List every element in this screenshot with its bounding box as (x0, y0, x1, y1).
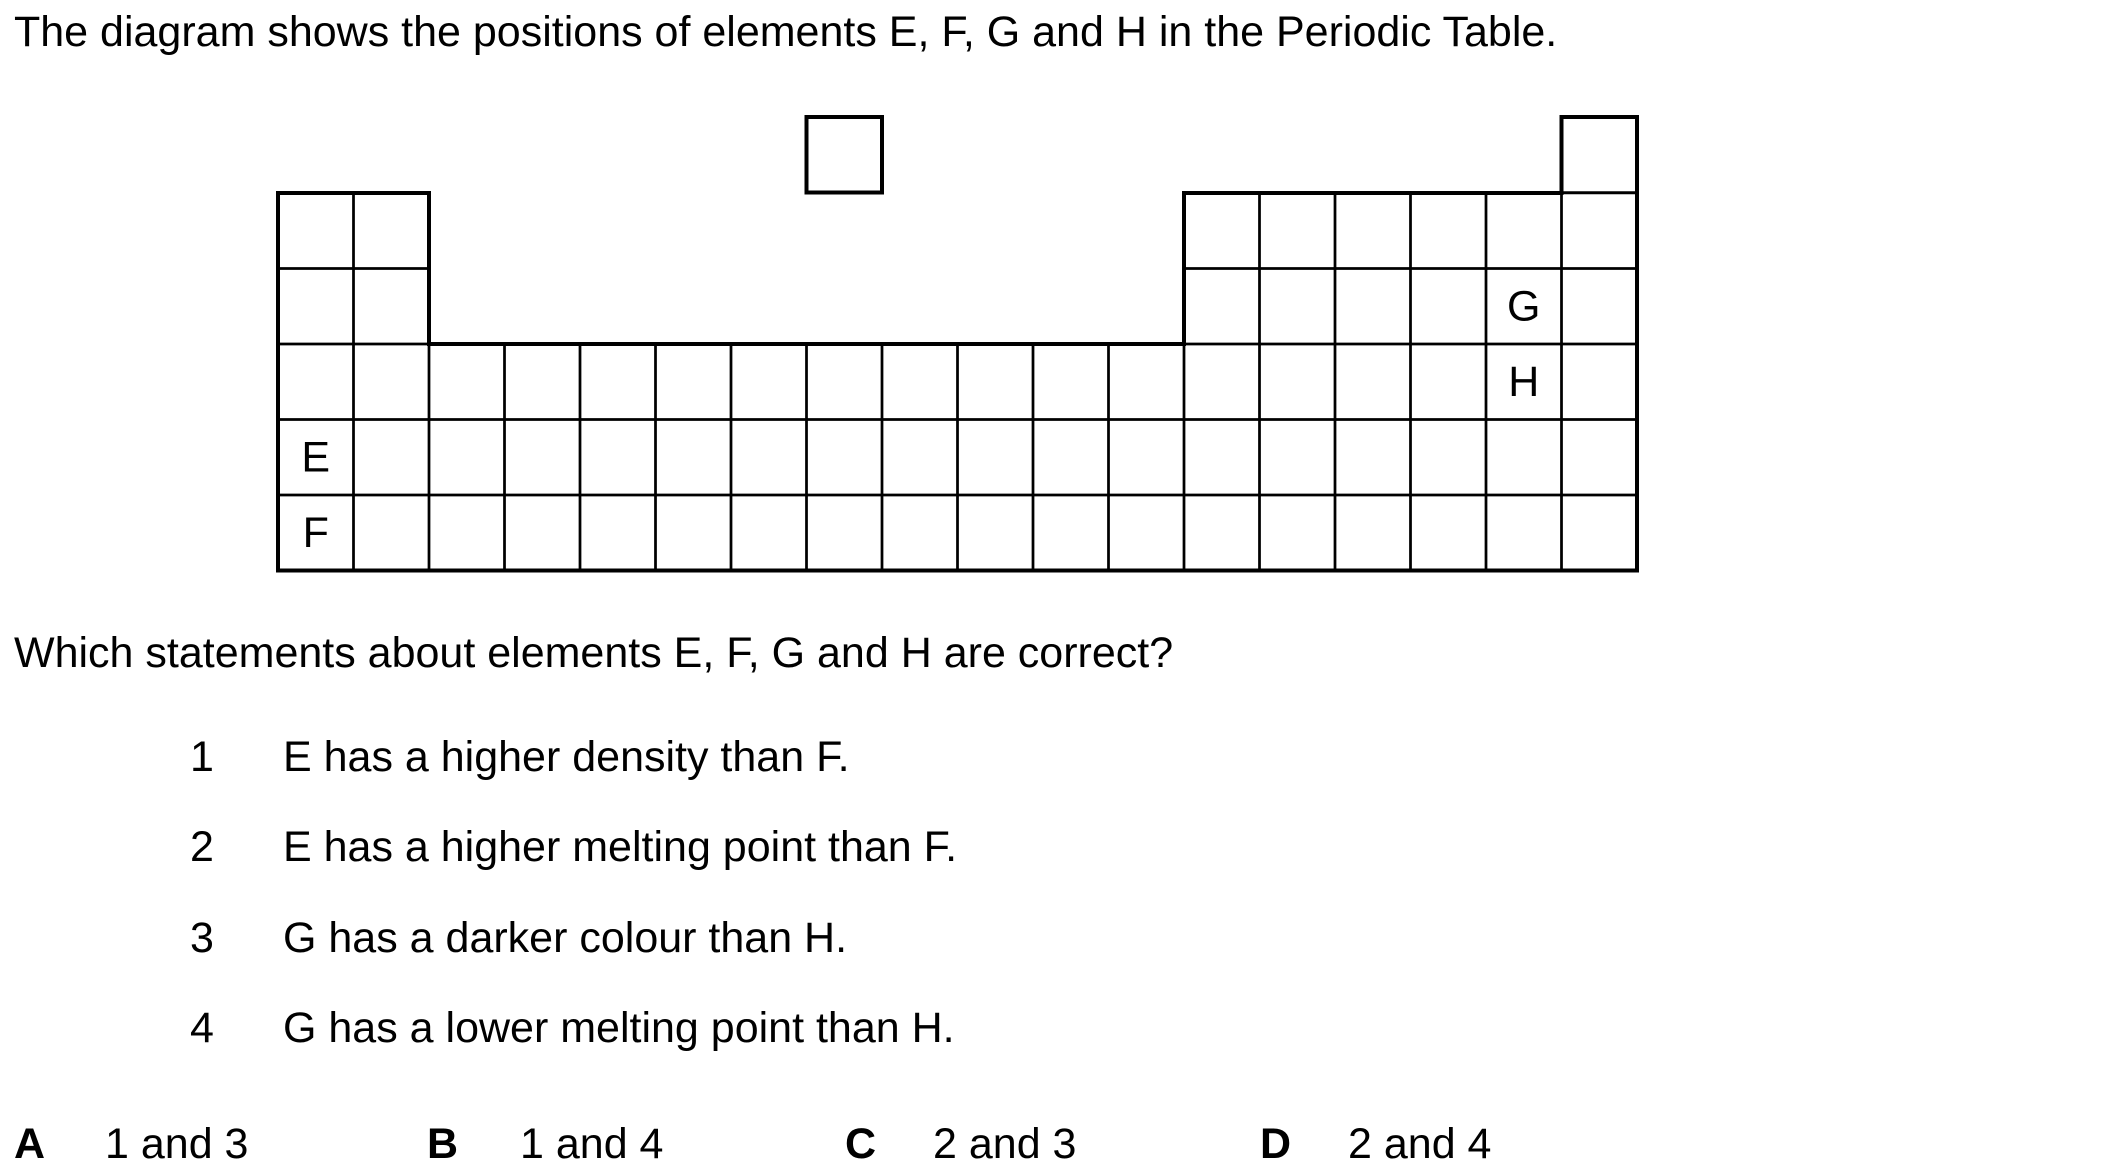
table-cell (505, 344, 581, 420)
table-cell (354, 344, 430, 420)
statement-number: 4 (190, 1004, 214, 1052)
table-cell (1184, 495, 1260, 571)
table-cell (958, 344, 1034, 420)
hydrogen-outline (807, 117, 883, 193)
question-text: Which statements about elements E, F, G and H are correct? (14, 629, 1174, 677)
option-d-letter: D (1260, 1120, 1292, 1168)
table-cell (1109, 344, 1185, 420)
table-cell (1562, 495, 1638, 571)
table-cell (354, 420, 430, 496)
statement-number: 1 (190, 733, 214, 781)
table-cell (278, 193, 354, 269)
table-cell (656, 495, 732, 571)
table-cell (1562, 269, 1638, 345)
table-cell (1184, 269, 1260, 345)
table-cell (1109, 420, 1185, 496)
table-cell (1562, 193, 1638, 269)
table-cell (429, 420, 505, 496)
element-label-h: H (1508, 357, 1540, 406)
element-label-e: E (301, 433, 331, 482)
table-cell (1109, 495, 1185, 571)
element-label-g: G (1507, 282, 1541, 331)
table-cell (731, 420, 807, 496)
table-cell (807, 495, 883, 571)
table-cell (1260, 344, 1336, 420)
table-cell (958, 495, 1034, 571)
statement-text: G has a darker colour than H. (283, 914, 848, 962)
table-cell (354, 193, 430, 269)
table-cell (354, 269, 430, 345)
periodic-table-cells (278, 117, 1637, 571)
option-c-letter: C (845, 1120, 877, 1168)
statement-text: E has a higher density than F. (283, 733, 850, 781)
table-cell (1033, 420, 1109, 496)
option-d-text: 2 and 4 (1348, 1120, 1492, 1168)
option-c-text: 2 and 3 (933, 1120, 1077, 1168)
table-cell (1486, 495, 1562, 571)
statement-number: 3 (190, 914, 214, 962)
table-cell (1486, 420, 1562, 496)
table-cell (1335, 495, 1411, 571)
table-cell (1033, 344, 1109, 420)
table-cell (1184, 420, 1260, 496)
table-cell (1184, 344, 1260, 420)
table-cell (505, 495, 581, 571)
table-cell (1411, 344, 1487, 420)
element-label-f: F (302, 508, 329, 557)
table-cell (807, 344, 883, 420)
table-cell (1335, 420, 1411, 496)
table-cell (1486, 193, 1562, 269)
table-cell (1335, 193, 1411, 269)
table-cell (1335, 344, 1411, 420)
table-cell (1260, 420, 1336, 496)
option-a-text: 1 and 3 (105, 1120, 249, 1168)
table-cell (731, 344, 807, 420)
table-cell (580, 420, 656, 496)
table-cell (656, 420, 732, 496)
table-cell (429, 344, 505, 420)
option-b-letter: B (427, 1120, 459, 1168)
table-cell (1562, 344, 1638, 420)
table-cell (807, 420, 883, 496)
table-cell (278, 269, 354, 345)
statement-text: E has a higher melting point than F. (283, 823, 958, 871)
table-cell (882, 420, 958, 496)
table-cell (429, 495, 505, 571)
table-cell (505, 420, 581, 496)
table-cell (580, 495, 656, 571)
table-cell (656, 344, 732, 420)
table-cell (1411, 495, 1487, 571)
option-a-letter: A (14, 1120, 46, 1168)
table-cell (1411, 269, 1487, 345)
statement-number: 2 (190, 823, 214, 871)
statement-text: G has a lower melting point than H. (283, 1004, 955, 1052)
table-cell (958, 420, 1034, 496)
table-cell (580, 344, 656, 420)
helium-cell (1562, 117, 1638, 193)
table-cell (1260, 269, 1336, 345)
table-cell (1033, 495, 1109, 571)
option-b-text: 1 and 4 (520, 1120, 664, 1168)
hydrogen-cell (807, 117, 883, 193)
table-cell (1562, 420, 1638, 496)
table-cell (354, 495, 430, 571)
table-cell (1411, 193, 1487, 269)
table-cell (1335, 269, 1411, 345)
table-cell (278, 344, 354, 420)
table-cell (1260, 193, 1336, 269)
table-cell (1260, 495, 1336, 571)
table-cell (731, 495, 807, 571)
table-cell (1411, 420, 1487, 496)
intro-text: The diagram shows the positions of elements E, F, G and H in the Periodic Table. (14, 8, 1558, 56)
table-cell (882, 495, 958, 571)
table-cell (882, 344, 958, 420)
table-cell (1184, 193, 1260, 269)
